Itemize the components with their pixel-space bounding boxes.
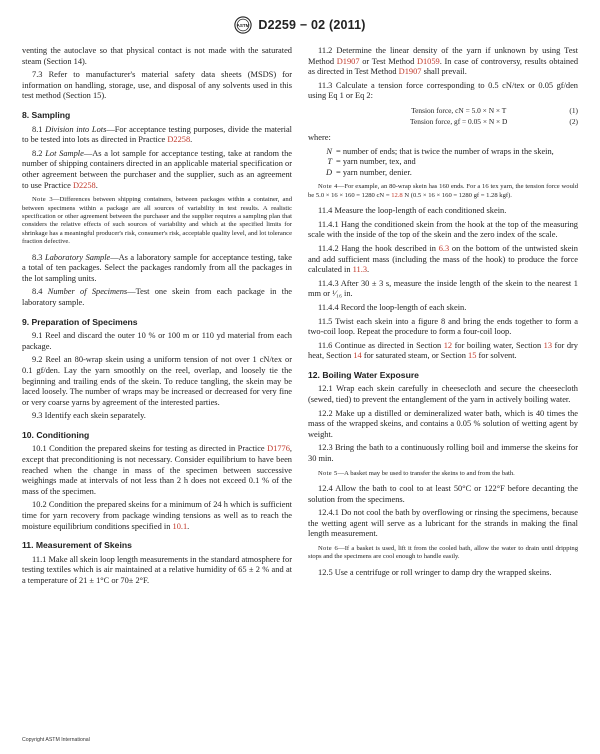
ref-link-d2258[interactable]: D2258: [167, 135, 191, 145]
paragraph-12-3: 12.3 Bring the bath to a continuously rolling boil and immerse the skeins for 30 min.: [308, 443, 578, 464]
where-item: D = yarn number, denier.: [325, 167, 412, 177]
paragraph-11-5: 11.5 Twist each skein into a figure 8 and bring the ends together to form a two-coil loop. Repeat the procedure to form a four-coil loop.: [308, 316, 578, 337]
section-heading-8: 8. Sampling: [22, 109, 71, 120]
paragraph-11-4-2: 11.4.2 Hang the hook described in 6.3 on the bottom of the untwisted skein and add sufficient mass (including the mass of the hook) to produce the force calculated in 11.3.: [308, 243, 578, 275]
paragraph-11-4-1: 11.4.1 Hang the conditioned skein from the hook at the top of the measuring scale with the inside of the top of the skein and the zero index of the scale.: [308, 219, 578, 240]
paragraph-11-4-4: 11.4.4 Record the loop-length of each skein.: [318, 302, 467, 312]
paragraph-12-2: 12.2 Make up a distilled or demineralized water bath, which is 40 times the mass of the wrapped skeins, and contains a 0.05 % solution of wetting agent by weight.: [308, 408, 578, 439]
paragraph-11-1: 11.1 Make all skein loop length measurements in the standard atmosphere for testing textiles which is air maintained at a relative humidity of 65 ± 2 % and at a temperature of 21 ± 1°C or 70± 2°F.: [22, 554, 292, 585]
ref-link-10-1[interactable]: 10.1: [172, 521, 188, 531]
left-column: [22, 46, 292, 590]
right-column: [308, 46, 578, 581]
section-heading-9: 9. Preparation of Specimens: [22, 316, 138, 327]
paragraph-11-4: 11.4 Measure the loop-length of each conditioned skein.: [318, 206, 507, 216]
ref-link-15[interactable]: 15: [468, 351, 477, 361]
ref-link-12-8[interactable]: 12.8: [391, 191, 403, 199]
paragraph-9-1: 9.1 Reel and discard the outer 10 % or 100 m or 110 yd material from each package.: [22, 331, 292, 351]
paragraph-12-4: 12.4 Allow the bath to cool to at least 50°C or 122°F before decanting the solution from the specimens.: [308, 484, 578, 504]
ref-link-d1907[interactable]: D1907: [336, 56, 360, 66]
note-5: Note 5—A basket may be used to transfer the skeins to and from the bath.: [318, 469, 515, 477]
where-item: T = yarn number, tex, and: [327, 157, 416, 167]
section-heading-10: 10. Conditioning: [22, 429, 90, 440]
note-6: Note 6—If a basket is used, lift it from the cooled bath, allow the water to drain until dripping stops and the specimens are cool enough to handle easily.: [308, 545, 578, 561]
note-4: Note 4—For example, an 80-wrap skein has 160 ends. For a 16 tex yarn, the tension force would be 5.0 × 16 × 160 = 1280 cN = 12.8 N (0.5 × 16 × 160 = 1280 gf = 1.28 kgf).: [308, 183, 578, 199]
equation-1: Tension force, cN = 5.0 × N × T (1): [411, 105, 578, 115]
svg-text:ASTM: ASTM: [236, 22, 250, 28]
section-heading-12: 12. Boiling Water Exposure: [308, 369, 419, 380]
paragraph-8-1: 8.1 Division into Lots—For acceptance testing purposes, divide the material to be tested into lots as directed in Practice D2258.: [22, 124, 293, 145]
ref-link-d2258[interactable]: D2258: [72, 180, 96, 190]
equation-2: Tension force, gf = 0.05 × N × D (2): [410, 116, 578, 126]
ref-link-d1776[interactable]: D1776: [267, 444, 290, 454]
paragraph-8-3: 8.3 Laboratory Sample—As a laboratory sample for acceptance testing, take a total of ten packages. Select the packages randomly from all the packages in the lot sampling units.: [22, 252, 293, 283]
ref-link-14[interactable]: 14: [353, 351, 362, 361]
copyright-footer: Copyright ASTM International: [22, 737, 90, 743]
paragraph-7-3: 7.3 Refer to manufacturer's material safety data sheets (MSDS) for information on handling, storage, use, and disposal of any solvents used in this test method (Section 15).: [22, 70, 292, 101]
document-id: D2259 − 02 (2011): [258, 18, 366, 32]
paragraph-9-2: 9.2 Reel an 80-wrap skein using a uniform tension of not over 1 cN/tex or 0.1 gf/den. Lay the yarn smoothly on the reel, overlap, and loosely tie the beginning and trailing ends of the skein. To reduce tangling, the skein may be laced loosely. The number of wraps may be increased or decreased for very fine or very coarse yarns by agreement of the interested parties.: [22, 355, 292, 407]
ref-link-12[interactable]: 12: [443, 340, 453, 350]
paragraph-8-2: 8.2 Lot Sample—As a lot sample for acceptance testing, take at random the number of shipping containers directed in an applicable material specification or other agreement between the purchaser and the supplier, such as an agreement to use Practice D2258.: [22, 148, 293, 190]
paragraph-12-1: 12.1 Wrap each skein carefully in cheesecloth and secure the cheesecloth (sewed, tied) to prevent the entanglement of the yarn in actively boiling water.: [308, 384, 578, 405]
paragraph: venting the autoclave so that physical contact is not made with the saturated steam (Section 14).: [22, 46, 292, 66]
where-label: where:: [308, 132, 331, 142]
paragraph-11-3: 11.3 Calculate a tension force corresponding to 0.5 cN/tex or 0.05 gf/den using Eq 1 or Eq 2:: [308, 80, 578, 101]
note-3: Note 3—Differences between shipping containers, between packages within a container, and between specimens within a package are all sources of variability in test results. A realistic specification or other agreement between the purchaser and the supplier requires a sampling plan that considers the relative effects of such sources of variability and which at the specified limits for shrinkage has a meaningful producer's risk, consumer's risk, acceptable quality level, and lot tolerance fraction defective.: [22, 196, 292, 246]
ref-link-11-3[interactable]: 11.3: [352, 265, 368, 275]
ref-link-d1907[interactable]: D1907: [398, 67, 422, 77]
paragraph-10-2: 10.2 Condition the prepared skeins for a minimum of 24 h which is sufficient time for yarn recovery from package winding tensions as well as to reach the moisture equilibrium conditions specified in 10.1.: [22, 500, 292, 531]
ref-link-6-3[interactable]: 6.3: [438, 243, 450, 253]
paragraph-11-2: 11.2 Determine the linear density of the yarn if unknown by using Test Method D1907 or Test Method D1059. In case of controversy, results obtained as directed in Test Method D1907 shall prevail.: [308, 46, 579, 77]
page-header: [0, 14, 600, 36]
paragraph-8-4: 8.4 Number of Specimens—Test one skein from each package in the laboratory sample.: [22, 287, 293, 307]
ref-link-d1059[interactable]: D1059: [416, 56, 440, 66]
where-list: [308, 147, 578, 179]
section-heading-11: 11. Measurement of Skeins: [22, 540, 132, 551]
paragraph-11-6: 11.6 Continue as directed in Section 12 for boiling water, Section 13 for dry heat, Section 14 for saturated steam, or Section 15 for solvent.: [308, 340, 578, 361]
paragraph-10-1: 10.1 Condition the prepared skeins for testing as directed in Practice D1776, except that preconditioning is not necessary. Consider equilibrium to have been reached when the change in mass of the specimen between successive weighings made at intervals of not less than 2 h does not exceed 0.1 % of the mass of the specimen.: [22, 444, 292, 496]
paragraph-11-4-3: 11.4.3 After 30 ± 3 s, measure the inside length of the skein to the nearest 1 mm or ¹⁄₁₆ in.: [308, 278, 578, 299]
where-item: N = number of ends; that is twice the number of wraps in the skein,: [326, 146, 554, 156]
ref-link-13[interactable]: 13: [543, 340, 553, 350]
paragraph-12-5: 12.5 Use a centrifuge or roll wringer to damp dry the wrapped skeins.: [318, 567, 552, 577]
paragraph-12-4-1: 12.4.1 Do not cool the bath by overflowing or rinsing the specimens, because the wetting agent will serve as a lubricant for the strands in making the final length measurement.: [308, 508, 578, 539]
paragraph-9-3: 9.3 Identify each skein separately.: [32, 411, 146, 421]
astm-logo-icon: [234, 16, 252, 34]
